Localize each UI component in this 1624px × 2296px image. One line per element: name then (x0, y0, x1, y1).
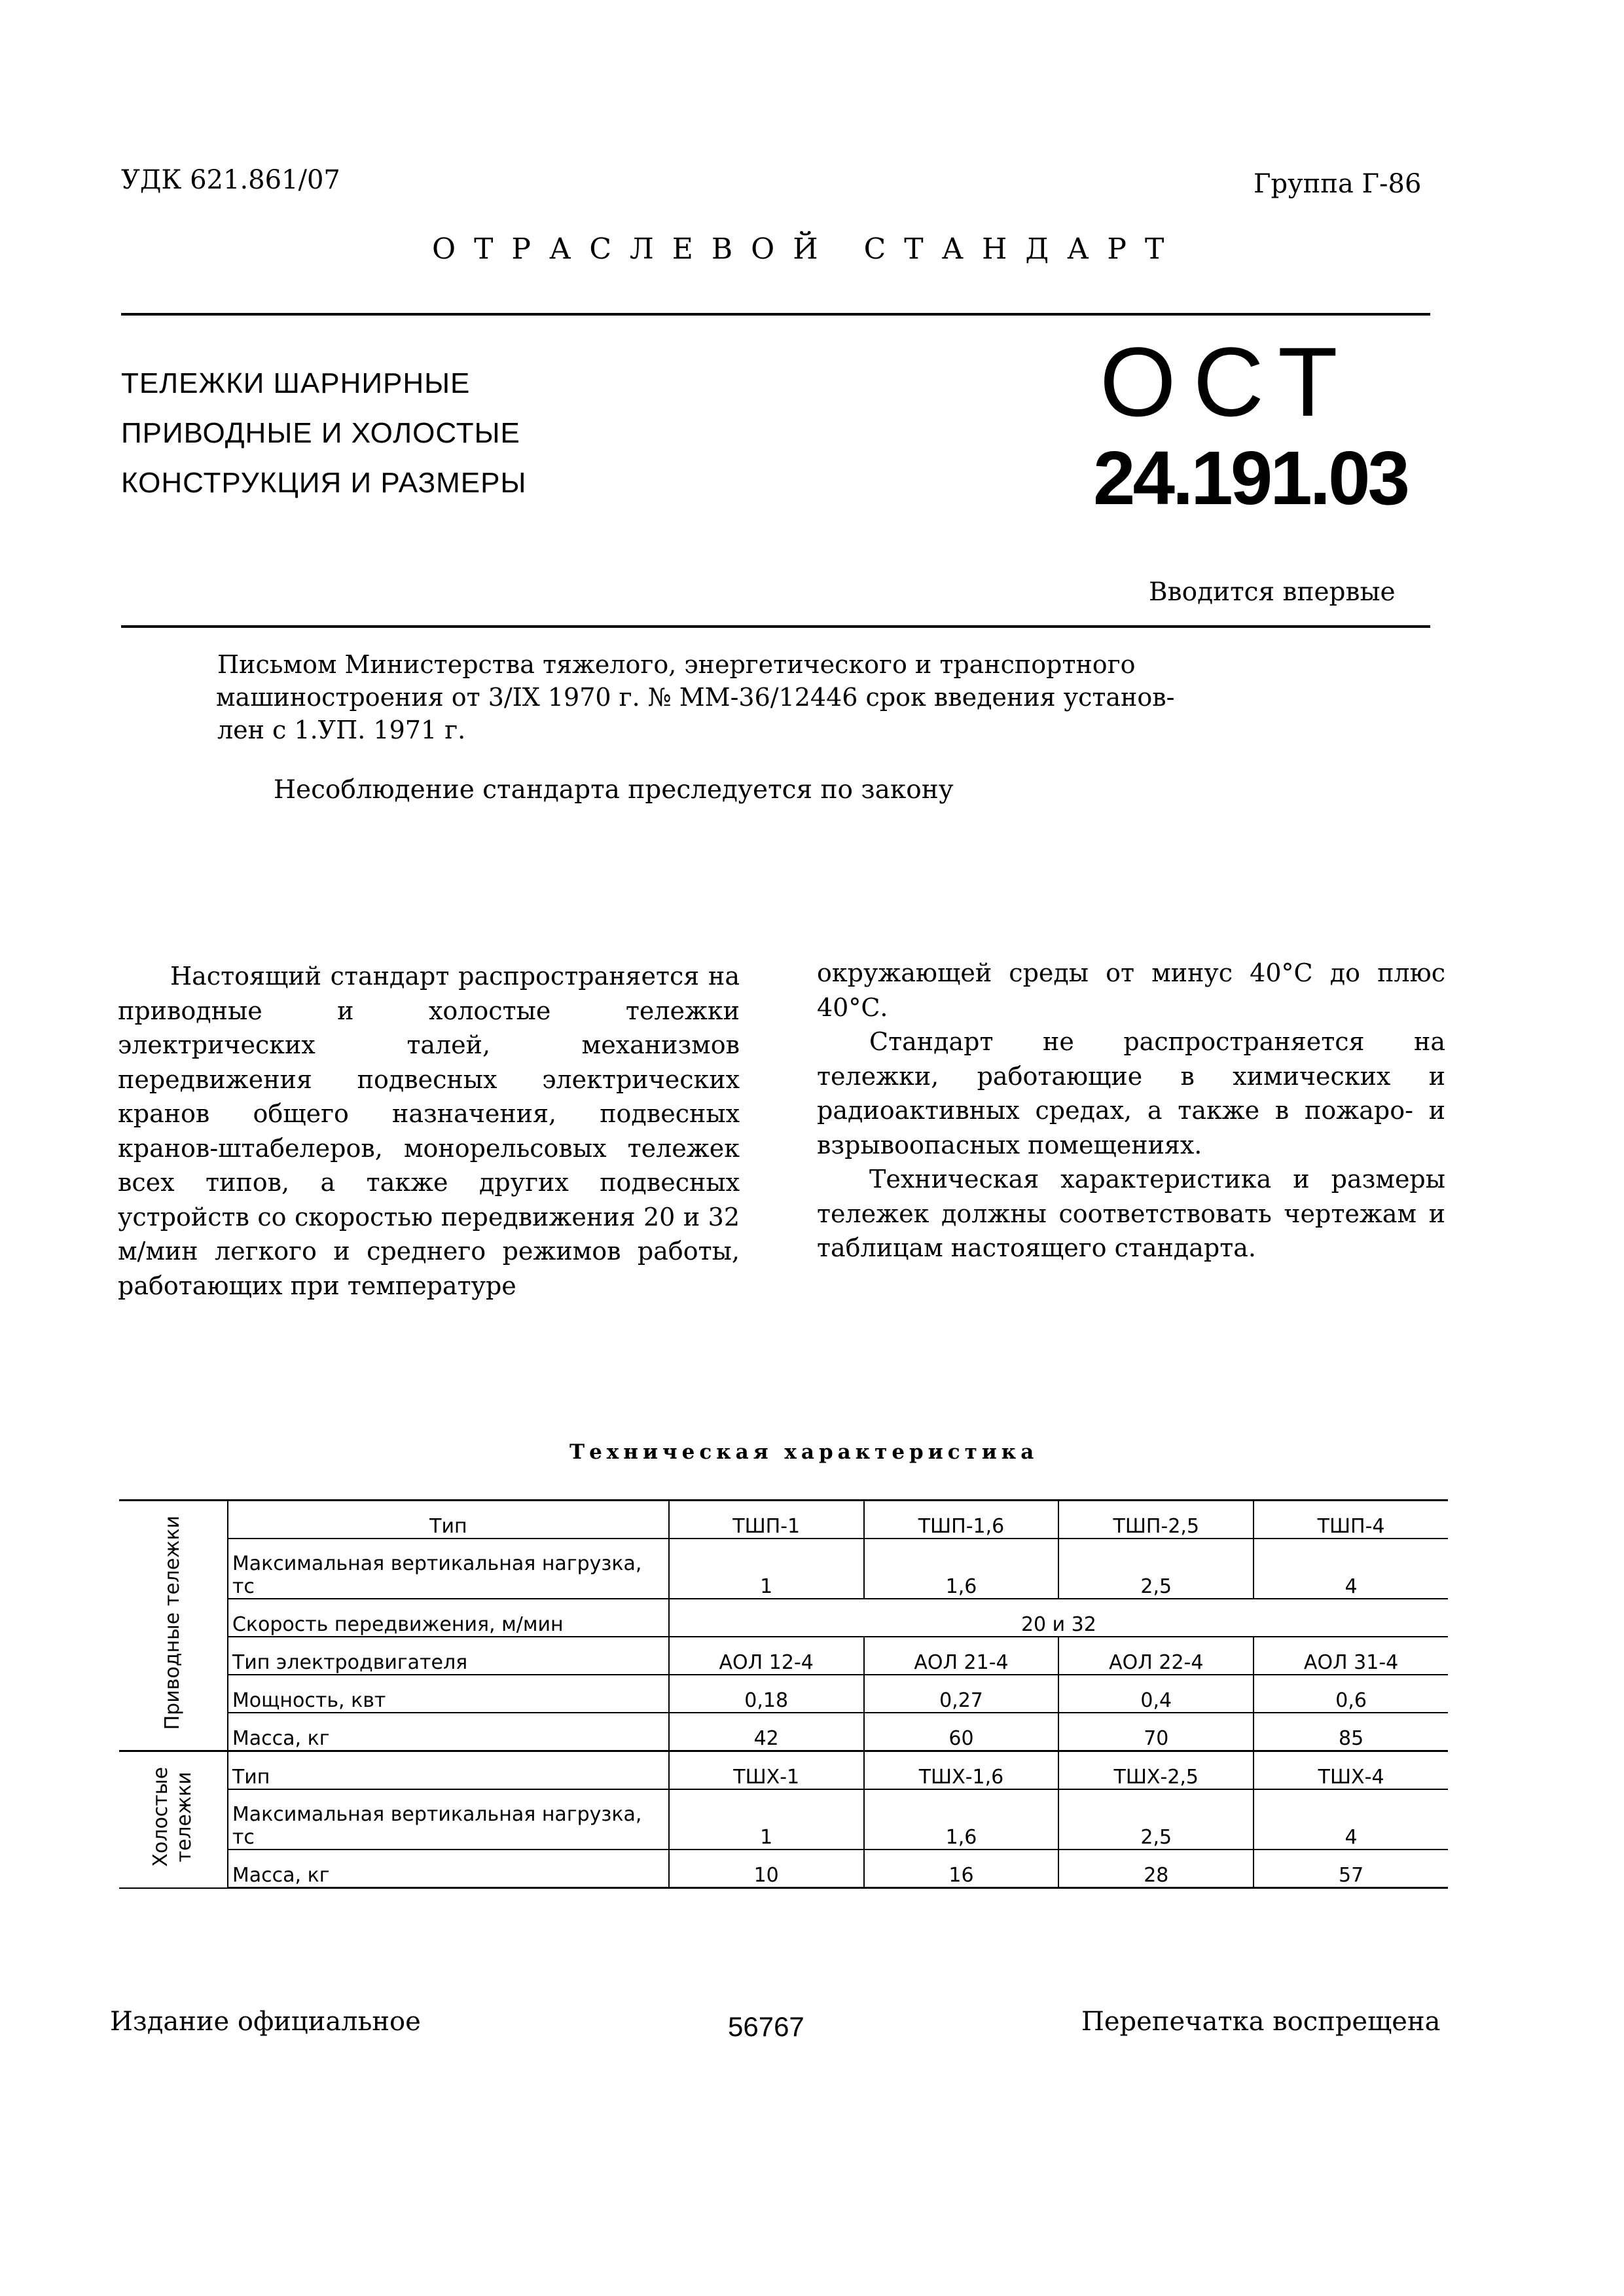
idle-type-1: ТШХ-1 (669, 1751, 864, 1790)
motor-3: АОЛ 22-4 (1058, 1637, 1254, 1675)
power-2: 0,27 (864, 1675, 1059, 1713)
motor-label: Тип электродвигателя (228, 1637, 669, 1675)
drive-type-3: ТШП-2,5 (1058, 1501, 1254, 1539)
technical-table (119, 1499, 1448, 1889)
letter-line-2: машиностроения от 3/IX 1970 г. № ММ-36/12446 срок введения установ- (216, 683, 1175, 712)
penalty-note: Несоблюдение стандарта преследуется по закону (274, 775, 954, 805)
approval-letter (217, 648, 1363, 746)
drive-mass-1: 42 (669, 1713, 864, 1751)
letter-line-3: лен с 1.УП. 1971 г. (217, 716, 466, 744)
temperature-paragraph: окружающей среды от минус 40°С до плюс 40°С. (817, 958, 1445, 1022)
idle-load-label: Максимальная вертикальная нагрузка, тс (228, 1789, 669, 1850)
idle-mass-2: 16 (864, 1850, 1059, 1888)
reprint-prohibited-note: Перепечатка воспрещена (1081, 2007, 1441, 2037)
standard-type-heading: ОТРАСЛЕВОЙ СТАНДАРТ (432, 232, 1183, 266)
drive-type-label: Тип (228, 1501, 669, 1539)
top-divider (121, 313, 1430, 316)
title-line-3: КОНСТРУКЦИЯ И РАЗМЕРЫ (121, 467, 527, 499)
official-edition-note: Издание официальное (110, 2007, 421, 2037)
drive-load-label: Максимальная вертикальная нагрузка, тс (228, 1539, 669, 1599)
motor-1: АОЛ 12-4 (669, 1637, 864, 1675)
drive-load-4: 4 (1254, 1539, 1448, 1599)
scope-paragraph: Настоящий стандарт распространяется на приводные и холостые тележки электрических талей, механизмов передвижения подвесных электрических кранов общего назначения, подвесных кранов-штабелеров, монорельсовых тележек всех типов, а также других подвесных устройств со скоростью передвижения 20 и 32 м/мин легкого и среднего режимов работы, работающих при температуре (118, 962, 740, 1300)
motor-4: АОЛ 31-4 (1254, 1637, 1448, 1675)
idle-type-label: Тип (228, 1751, 669, 1790)
group-code: Группа Г-86 (1254, 169, 1422, 199)
drive-load-3: 2,5 (1058, 1539, 1254, 1599)
idle-type-2: ТШХ-1,6 (864, 1751, 1059, 1790)
drive-mass-3: 70 (1058, 1713, 1254, 1751)
motor-2: АОЛ 21-4 (864, 1637, 1059, 1675)
drive-type-2: ТШП-1,6 (864, 1501, 1059, 1539)
idle-mass-1: 10 (669, 1850, 864, 1888)
title-line-1: ТЕЛЕЖКИ ШАРНИРНЫЕ (121, 367, 471, 399)
idle-load-1: 1 (669, 1789, 864, 1850)
drive-type-4: ТШП-4 (1254, 1501, 1448, 1539)
exclusion-paragraph: Стандарт не распространяется на тележки, работающие в химических и радиоактивных средах, а также в пожаро- и взрывоопасных помещениях. (817, 1027, 1445, 1159)
drive-mass-4: 85 (1254, 1713, 1448, 1751)
speed-label: Скорость передвижения, м/мин (228, 1599, 669, 1637)
idle-type-4: ТШХ-4 (1254, 1751, 1448, 1790)
power-label: Мощность, квт (228, 1675, 669, 1713)
drive-mass-2: 60 (864, 1713, 1059, 1751)
power-1: 0,18 (669, 1675, 864, 1713)
idle-mass-3: 28 (1058, 1850, 1254, 1888)
power-4: 0,6 (1254, 1675, 1448, 1713)
ost-number: 24.191.03 (1093, 435, 1408, 520)
udk-code: УДК 621.861/07 (121, 165, 340, 195)
speed-value: 20 и 32 (669, 1599, 1448, 1637)
idle-load-3: 2,5 (1058, 1789, 1254, 1850)
group-drive-carts: Приводные тележки (119, 1501, 228, 1751)
idle-load-2: 1,6 (864, 1789, 1059, 1850)
introduced-note: Вводится впервые (1149, 577, 1396, 607)
idle-load-4: 4 (1254, 1789, 1448, 1850)
idle-mass-label: Масса, кг (228, 1850, 669, 1888)
drive-mass-label: Масса, кг (228, 1713, 669, 1751)
power-3: 0,4 (1058, 1675, 1254, 1713)
drive-load-2: 1,6 (864, 1539, 1059, 1599)
print-number: 56767 (728, 2011, 804, 2042)
ost-label: ОСТ (1100, 327, 1355, 437)
idle-type-3: ТШХ-2,5 (1058, 1751, 1254, 1790)
group-idle-carts: Холостые тележки (119, 1751, 228, 1888)
characteristics-paragraph: Техническая характеристика и размеры тележек должны соответствовать чертежам и таблицам настоящего стандарта. (817, 1165, 1445, 1262)
drive-type-1: ТШП-1 (669, 1501, 864, 1539)
document-title (121, 359, 526, 508)
idle-mass-4: 57 (1254, 1850, 1448, 1888)
middle-divider (121, 625, 1430, 628)
letter-line-1: Письмом Министерства тяжелого, энергетического и транспортного (217, 650, 1136, 679)
drive-load-1: 1 (669, 1539, 864, 1599)
title-line-2: ПРИВОДНЫЕ И ХОЛОСТЫЕ (121, 417, 520, 449)
table-title: Техническая характеристика (569, 1440, 1039, 1464)
scope-continuation (817, 956, 1445, 1266)
